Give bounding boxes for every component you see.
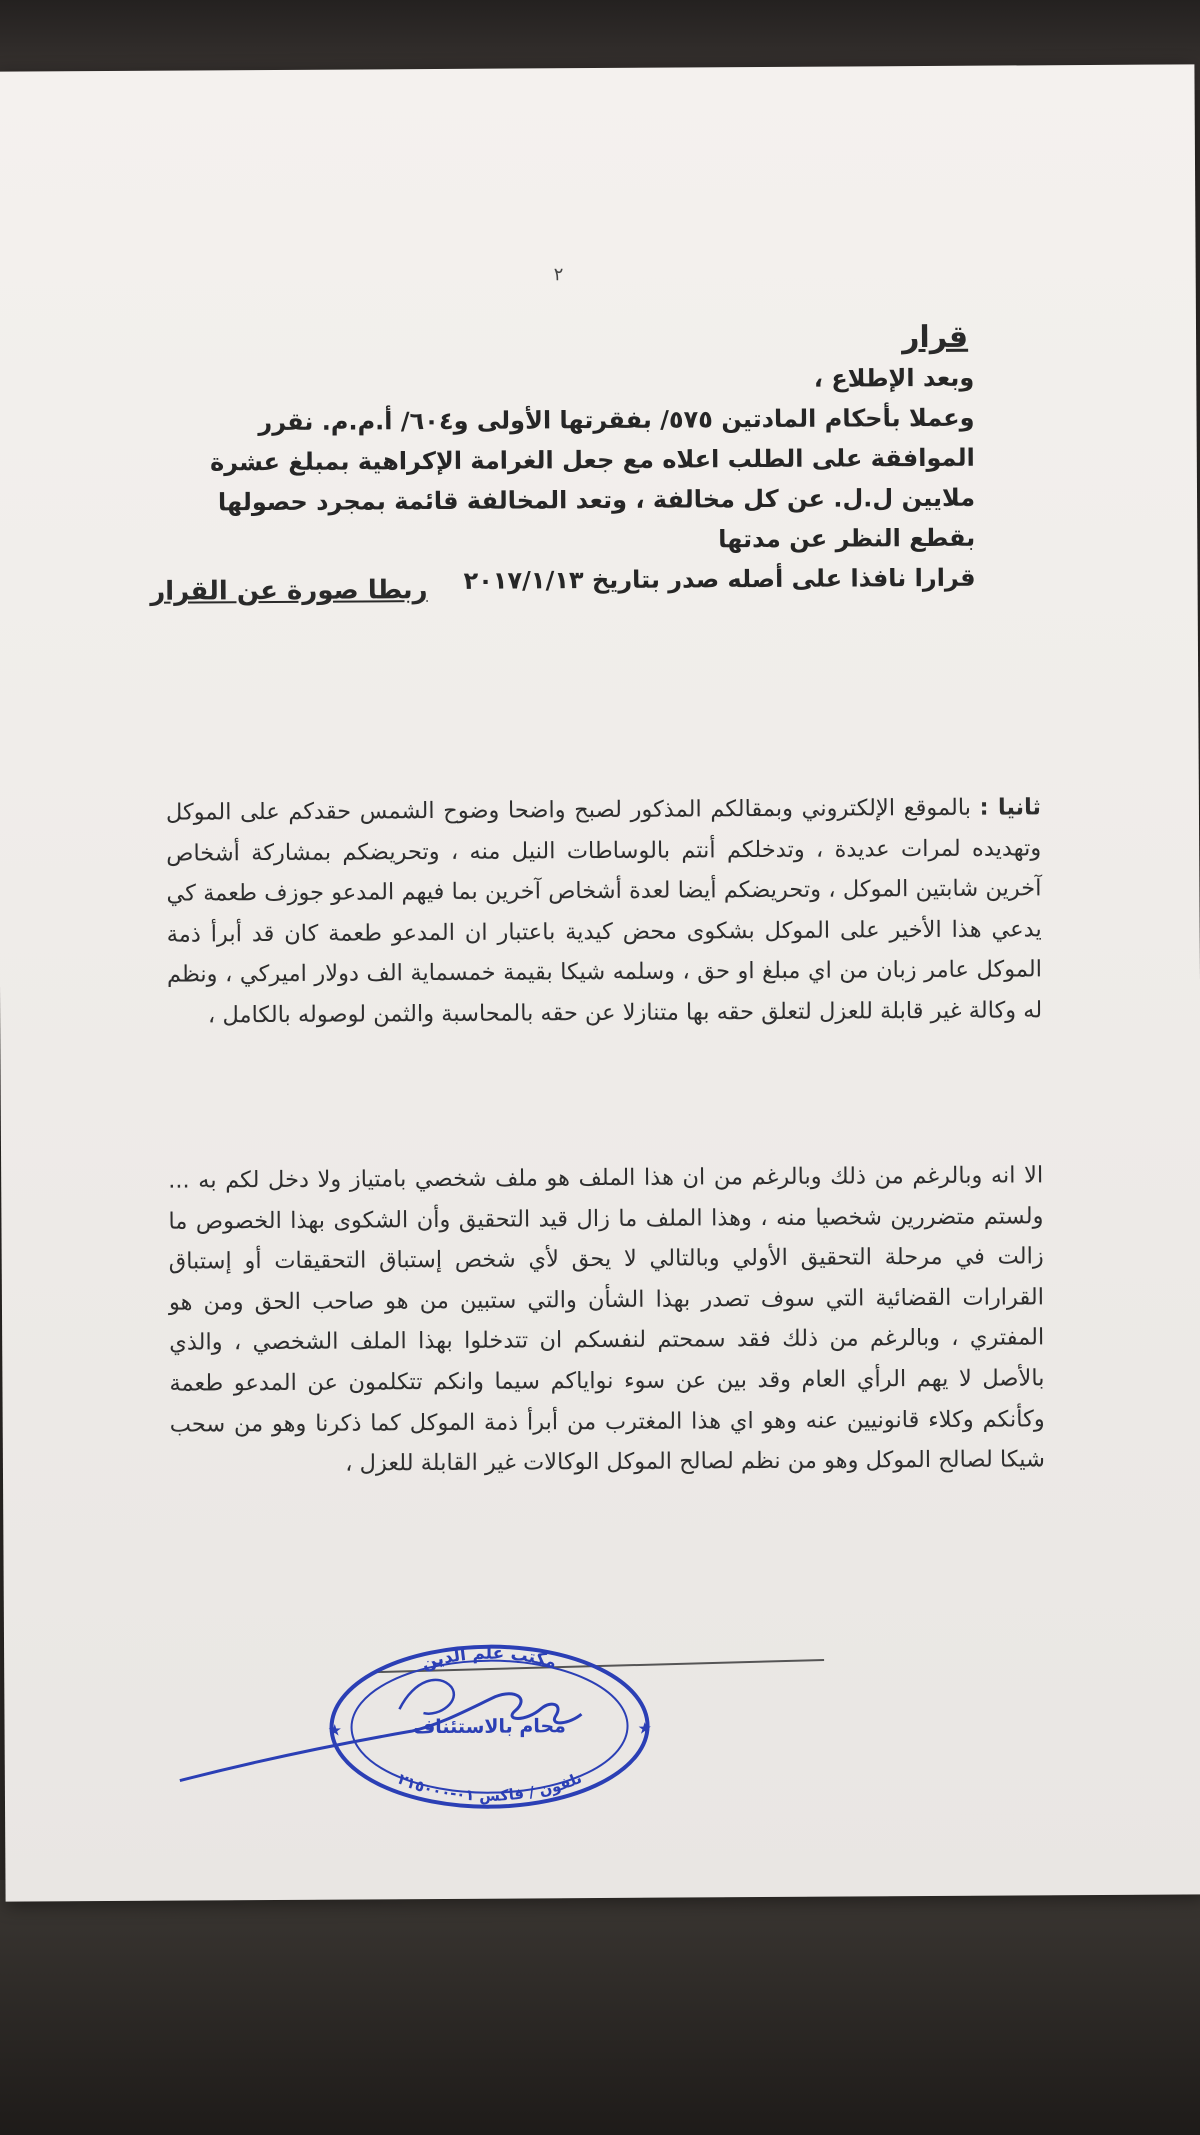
stamp-top-text: مكتب علم الدين: [419, 1643, 559, 1674]
decision-line: وعملا بأحكام المادتين ٥٧٥/ بفقرتها الأولى و٦٠٤/ أ.م.م. نقرر: [258, 403, 975, 437]
attachment-note: ربطا صورة عن القرار: [150, 575, 428, 607]
stamp-bottom-text: تلفون / فاكس ٠١-٢١٥٠٠٠: [395, 1768, 585, 1805]
signature-flourish: [399, 1680, 454, 1714]
page-number: ٢: [553, 264, 564, 286]
star-icon: ★: [637, 1718, 652, 1738]
decision-line: قرارا نافذا على أصله صدر بتاريخ ٢٠١٧/١/١٣: [463, 563, 976, 595]
decision-line: وبعد الإطلاع ،: [813, 363, 975, 393]
stamp-graphic: [319, 1638, 660, 1815]
decision-line: ملايين ل.ل. عن كل مخالفة ، وتعد المخالفة قائمة بمجرد حصولها: [217, 483, 976, 517]
decision-block: [194, 358, 975, 603]
lawyer-stamp: [319, 1638, 660, 1815]
paragraph-second: [166, 787, 1042, 1036]
star-icon: ★: [327, 1720, 342, 1740]
desk-background-bottom: [0, 1880, 1200, 2135]
paragraph-third: الا انه وبالرغم من ذلك وبالرغم من ان هذا الملف هو ملف شخصي بامتياز ولا دخل لكم به ... ولستم متضررين شخصيا منه ، وهذا الملف ما زال قيد التحقيق وأن الشكوى بهذا الخصوص ما زالت في مرحلة التحقيق الأولي وبالتالي لا يحق لأي شخص إستباق التحقيقات أو إستباق القرارات القضائية التي سوف تصدر بهذا الشأن والتي ستبين من هو صاحب الحق ومن هو المفتري ، وبالرغم من ذلك فقد سمحتم لنفسكم ان تتدخلوا بهذا الملف الشخصي ، والذي بالأصل لا يهم الرأي العام وقد بين عن سوء نواياكم سيما وانكم تتكلمون عن المدعو طعمة وكأنكم وكلاء قانونيين عنه وهو اي هذا المغترب من أبرأ ذمة الموكل كما ذكرنا وهو من سحب شيكا لصالح الموكل وهو من نظم لصالح الموكل الوكالات غير القابلة للعزل ،: [168, 1162, 1045, 1477]
decision-line: بقطع النظر عن مدتها: [718, 523, 976, 554]
decision-line: الموافقة على الطلب اعلاه مع جعل الغرامة الإكراهية بمبلغ عشرة: [209, 443, 975, 477]
paragraph-second-body: بالموقع الإلكتروني وبمقالكم المذكور لصبح واضحا وضوح الشمس حقدكم على الموكل وتهديده لمرات عديدة ، وتدخلكم أنتم بالوساطات النيل منه ، وتحريضكم بمشاركة أشخاص آخرين شابتين الموكل ، وتحريضكم أيضا لعدة أشخاص آخرين بما فيهم المدعو جوزف طعمة كي يدعي هذا الأخير على الموكل بشكوى محض كيدية باعتبار ان المدعو طعمة كان قد أبرأ ذمة الموكل عامر زبان من اي مبلغ او حق ، وسلمه شيكا بقيمة خمسماية الف دولار اميركي ، ونظم له وكالة غير قابلة للعزل لتعلق حقه بها متنازلا عن حقه بالمحاسبة والثمن لوصوله بالكامل ،: [165, 794, 1043, 1029]
stamp-middle-text: محام بالاستئناف: [413, 1715, 566, 1739]
document-page: [0, 64, 1200, 1901]
decision-heading: قرار: [902, 319, 969, 356]
paragraph-second-lead: ثانيا :: [979, 794, 1042, 821]
